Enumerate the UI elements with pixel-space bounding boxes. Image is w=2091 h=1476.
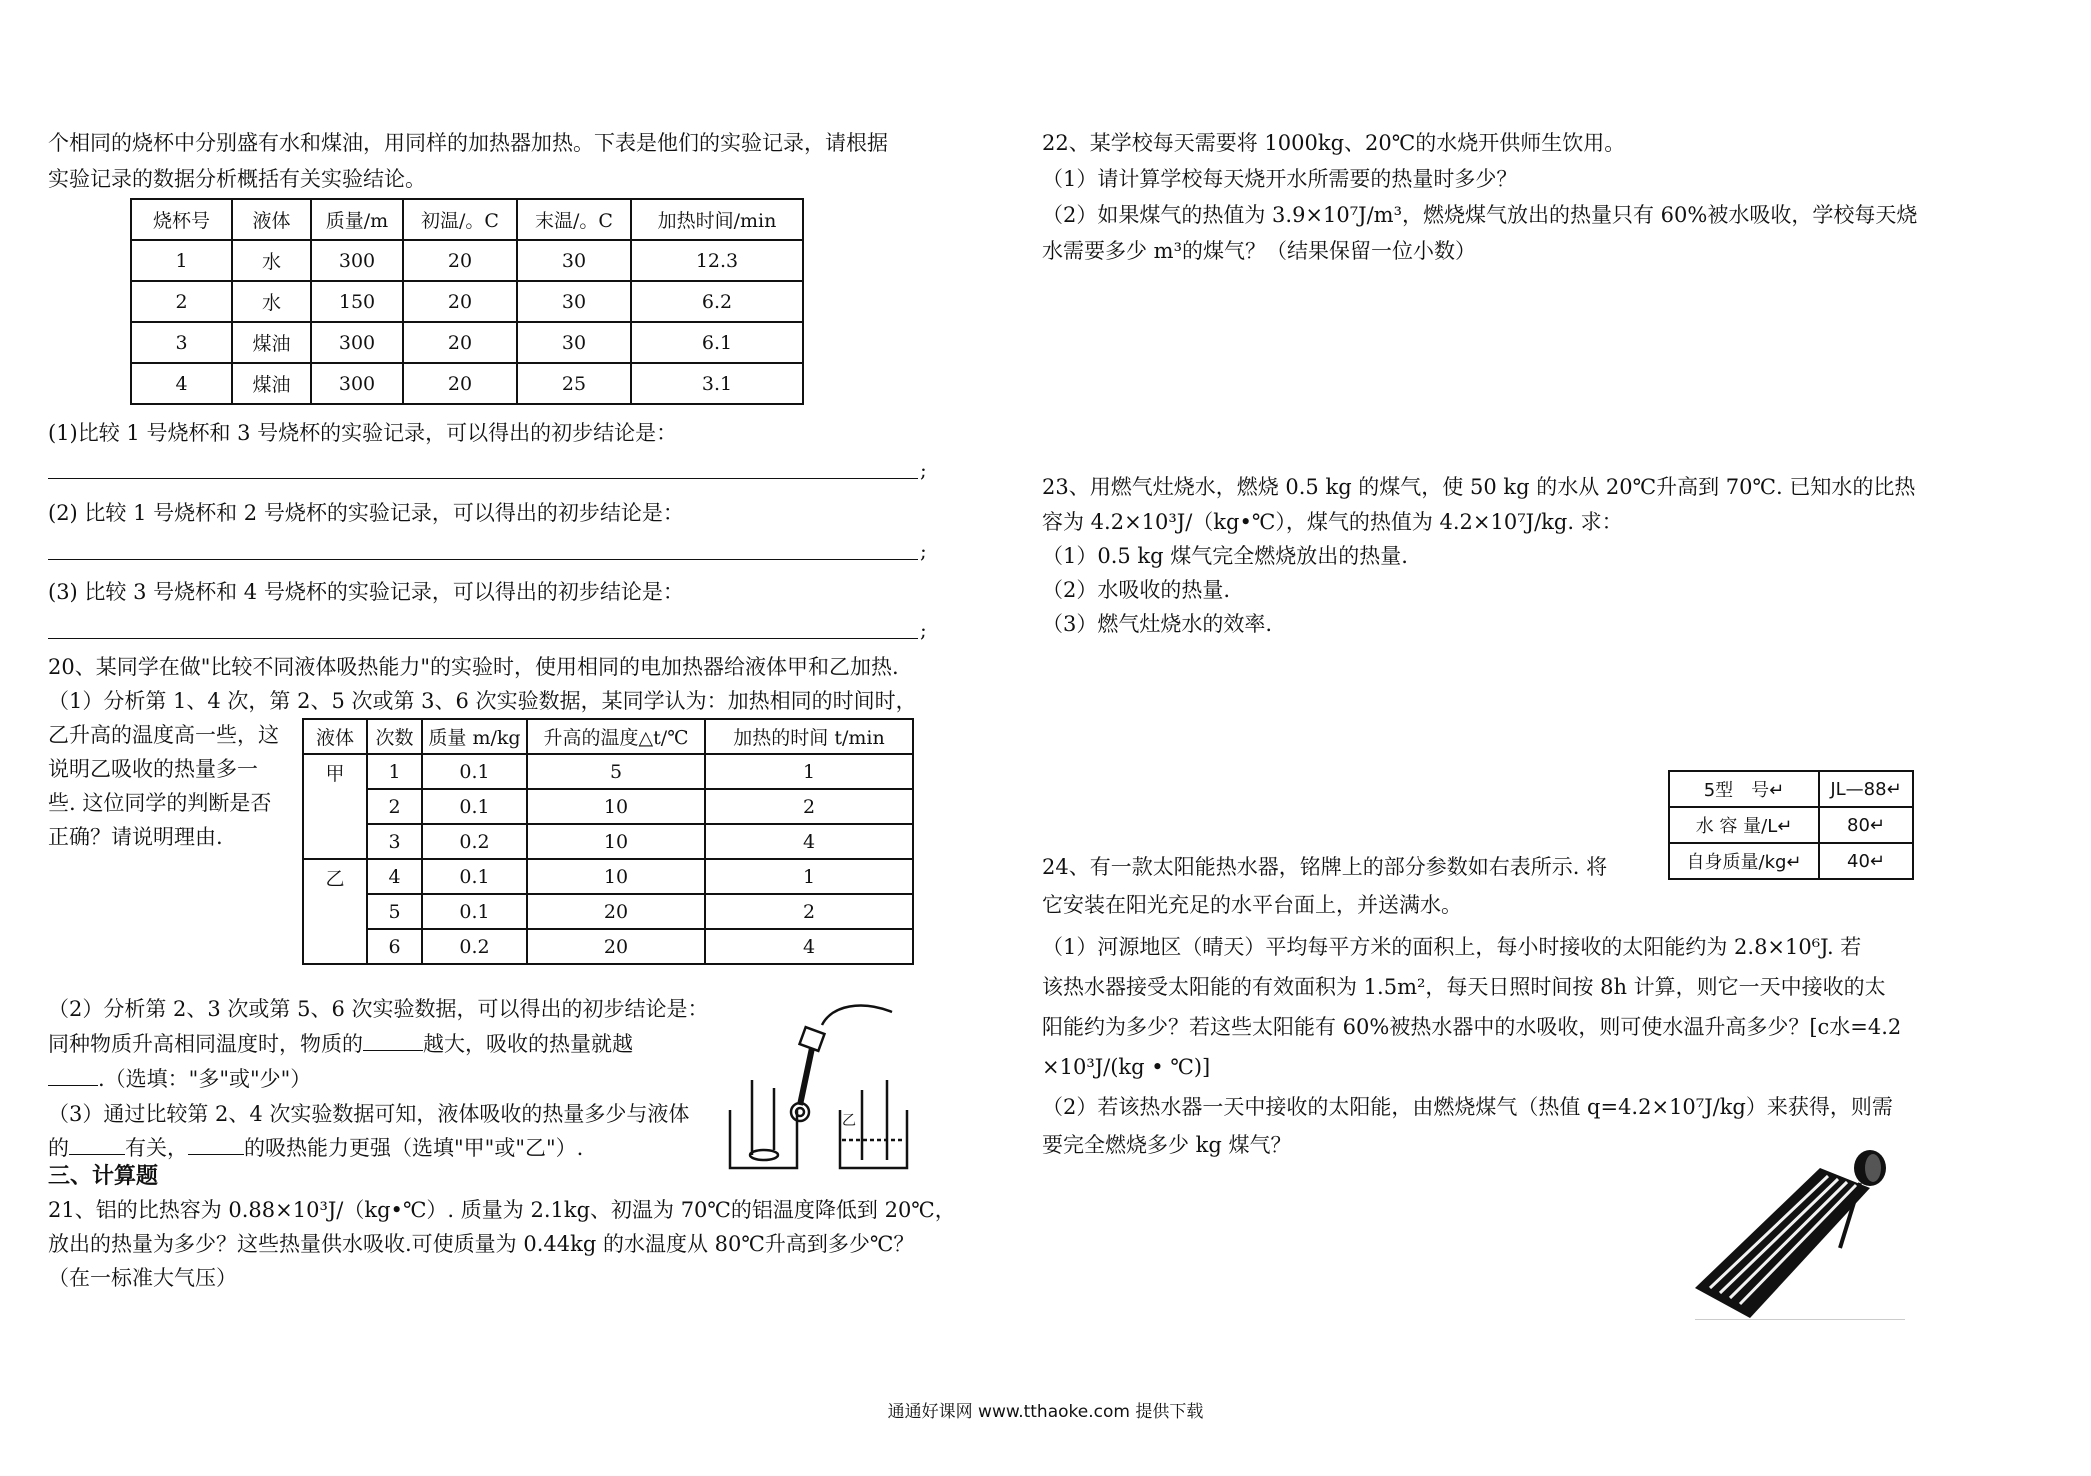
q24-sub1-line1: （1）河源地区（晴天）平均每平方米的面积上，每小时接收的太阳能约为 2.8×10⁶J. 若 — [1042, 935, 1862, 959]
table-row — [1669, 771, 1913, 807]
diagram-label: 乙 — [842, 1113, 856, 1129]
table-cell: 3 — [131, 322, 232, 363]
q20-line2: （1）分析第 1、4 次，第 2、5 次或第 3、6 次实验数据，某同学认为：加热相同的时间时， — [48, 689, 917, 713]
q19-sub1: (1)比较 1 号烧杯和 3 号烧杯的实验记录，可以得出的初步结论是： — [48, 421, 678, 445]
table-cell: 6 — [367, 929, 422, 964]
table-cell: 20 — [527, 894, 705, 929]
fill-blank[interactable] — [188, 1136, 244, 1155]
table-cell: 0.1 — [422, 894, 527, 929]
table-header-row — [131, 199, 803, 240]
table-row — [303, 754, 913, 789]
table-cell: 3.1 — [631, 363, 803, 404]
table-cell: 4 — [705, 929, 913, 964]
fill-blank[interactable] — [48, 1067, 98, 1086]
text: .（选填："多"或"少"） — [98, 1067, 312, 1091]
beakers-heater-diagram — [722, 1000, 922, 1175]
semicolon: ; — [920, 618, 927, 642]
q24-line1: 24、有一款太阳能热水器，铭牌上的部分参数如右表所示. 将 — [1042, 855, 1608, 879]
q23-line3: （1）0.5 kg 煤气完全燃烧放出的热量. — [1042, 544, 1408, 568]
table-cell: 150 — [311, 281, 403, 322]
table-cell: 2 — [367, 789, 422, 824]
table-row — [131, 240, 803, 281]
q19-sub3: (3) 比较 3 号烧杯和 4 号烧杯的实验记录，可以得出的初步结论是： — [48, 580, 684, 604]
q23-line1: 23、用燃气灶烧水，燃烧 0.5 kg 的煤气，使 50 kg 的水从 20℃升高到 70℃. 已知水的比热 — [1042, 475, 1916, 499]
table-cell: 30 — [517, 281, 631, 322]
table-header-cell: 液体 — [303, 719, 367, 754]
q24-sub1-line3: 阳能约为多少？若这些太阳能有 60%被热水器中的水吸收，则可使水温升高多少？[c水=4.2 — [1042, 1015, 1902, 1039]
q24-sub2-line1: （2）若该热水器一天中接收的太阳能，由燃烧煤气（热值 q=4.2×10⁷J/kg）来获得，则需 — [1042, 1095, 1893, 1119]
text: 有关， — [125, 1136, 188, 1160]
table-cell: 10 — [527, 824, 705, 859]
table-header-cell: 质量/m — [311, 199, 403, 240]
text: 的吸热能力更强（选填"甲"或"乙"）. — [244, 1136, 584, 1160]
table-cell-liquid: 乙 — [303, 859, 367, 964]
solar-panel — [1695, 1168, 1870, 1318]
q20-sub2-line1: （2）分析第 2、3 次或第 5、6 次实验数据，可以得出的初步结论是： — [48, 997, 709, 1021]
table-cell: 300 — [311, 240, 403, 281]
solar-water-heater-image — [1690, 1148, 1905, 1320]
table-cell: 0.2 — [422, 929, 527, 964]
q21-line3: （在一标准大气压） — [48, 1266, 237, 1290]
text: 同种物质升高相同温度时，物质的 — [48, 1032, 363, 1056]
table-cell: 4 — [131, 363, 232, 404]
table-cell: 25 — [517, 363, 631, 404]
table-cell: 0.1 — [422, 754, 527, 789]
q19-data-table — [130, 198, 804, 405]
table-row — [131, 322, 803, 363]
table-cell: 1 — [705, 754, 913, 789]
q22-line1: 22、某学校每天需要将 1000kg、20℃的水烧开供师生饮用。 — [1042, 131, 1626, 155]
nameplate-table — [1668, 770, 1914, 880]
q19-intro-line2: 实验记录的数据分析概括有关实验结论。 — [48, 167, 426, 191]
heater-cable — [822, 1006, 892, 1025]
table-cell: 6.1 — [631, 322, 803, 363]
table-cell: 5 — [527, 754, 705, 789]
q22-line2: （1）请计算学校每天烧开水所需要的热量时多少？ — [1042, 167, 1518, 191]
table-header-cell: 初温/。C — [403, 199, 517, 240]
table-header-cell: 液体 — [232, 199, 311, 240]
table-cell: 1 — [705, 859, 913, 894]
table-row — [303, 824, 913, 859]
q23-line4: （2）水吸收的热量. — [1042, 578, 1231, 602]
answer-line[interactable] — [48, 478, 918, 479]
table-cell: 1 — [367, 754, 422, 789]
table-row — [303, 929, 913, 964]
table-cell: 20 — [403, 322, 517, 363]
q20-sub2-line3 — [48, 1062, 311, 1096]
q22-line3: （2）如果煤气的热值为 3.9×10⁷J/m³，燃烧煤气放出的热量只有 60%被水吸收，学校每天烧 — [1042, 203, 1918, 227]
table-header-cell: 次数 — [367, 719, 422, 754]
text: 的 — [48, 1136, 69, 1160]
table-header-cell: 质量 m/kg — [422, 719, 527, 754]
table-cell: 40↵ — [1819, 843, 1913, 879]
table-cell: 10 — [527, 789, 705, 824]
q19-sub2: (2) 比较 1 号烧杯和 2 号烧杯的实验记录，可以得出的初步结论是： — [48, 501, 684, 525]
table-cell: 0.1 — [422, 789, 527, 824]
table-cell: JL—88↵ — [1819, 771, 1913, 807]
table-cell: 水 — [232, 281, 311, 322]
q20-side-line: 说明乙吸收的热量多一 — [48, 757, 258, 781]
q20-sub3-line1: （3）通过比较第 2、4 次实验数据可知，液体吸收的热量多少与液体 — [48, 1102, 690, 1126]
semicolon: ; — [920, 539, 927, 563]
q24-sub1-line4: ×10³J/(kg • ℃)] — [1042, 1055, 1211, 1079]
table-cell: 0.2 — [422, 824, 527, 859]
fill-blank[interactable] — [69, 1136, 125, 1155]
table-row — [1669, 807, 1913, 843]
q21-line1: 21、铝的比热容为 0.88×10³J/（kg•℃）. 质量为 2.1kg、初温为 70℃的铝温度降低到 20℃， — [48, 1198, 956, 1222]
q23-line2: 容为 4.2×10³J/（kg•℃），煤气的热值为 4.2×10⁷J/kg. 求： — [1042, 510, 1623, 534]
table-header-row — [303, 719, 913, 754]
table-cell: 12.3 — [631, 240, 803, 281]
table-cell: 20 — [527, 929, 705, 964]
q20-side-line: 乙升高的温度高一些，这 — [48, 723, 279, 747]
answer-line[interactable] — [48, 559, 918, 560]
q20-sub2-line2 — [48, 1027, 633, 1061]
table-header-cell: 加热的时间 t/min — [705, 719, 913, 754]
table-cell: 自身质量/kg↵ — [1669, 843, 1819, 879]
table-cell: 5型 号↵ — [1669, 771, 1819, 807]
page-footer: 通通好课网 www.tthaoke.com 提供下载 — [887, 1402, 1204, 1422]
text: 越大，吸收的热量就越 — [423, 1032, 633, 1056]
table-cell: 30 — [517, 240, 631, 281]
q24-line2: 它安装在阳光充足的水平台面上，并送满水。 — [1042, 893, 1462, 917]
table-cell: 4 — [367, 859, 422, 894]
table-cell: 5 — [367, 894, 422, 929]
table-cell: 1 — [131, 240, 232, 281]
q24-sub1-line2: 该热水器接受太阳能的有效面积为 1.5m²，每天日照时间按 8h 计算，则它一天中接收的太 — [1042, 975, 1886, 999]
q20-side-line: 些. 这位同学的判断是否 — [48, 791, 272, 815]
table-cell: 2 — [131, 281, 232, 322]
table-cell: 0.1 — [422, 859, 527, 894]
heater-handle — [800, 1027, 825, 1051]
table-cell: 水 容 量/L↵ — [1669, 807, 1819, 843]
table-cell: 2 — [705, 789, 913, 824]
q20-side-line: 正确？请说明理由. — [48, 825, 223, 849]
table-cell: 煤油 — [232, 322, 311, 363]
heater-coil — [791, 1103, 809, 1121]
table-row — [303, 859, 913, 894]
table-cell: 20 — [403, 240, 517, 281]
q23-line5: （3）燃气灶烧水的效率. — [1042, 612, 1273, 636]
table-cell: 6.2 — [631, 281, 803, 322]
table-cell: 煤油 — [232, 363, 311, 404]
table-cell-liquid: 甲 — [303, 754, 367, 859]
section-title: 三、计算题 — [48, 1164, 159, 1189]
q20-data-table — [302, 718, 914, 965]
q19-intro-line1: 个相同的烧杯中分别盛有水和煤油，用同样的加热器加热。下表是他们的实验记录，请根据 — [48, 131, 888, 155]
q20-line1: 20、某同学在做"比较不同液体吸热能力"的实验时，使用相同的电加热器给液体甲和乙加热. — [48, 655, 899, 679]
table-row — [1669, 843, 1913, 879]
table-cell: 20 — [403, 363, 517, 404]
semicolon: ; — [920, 458, 927, 482]
table-header-cell: 加热时间/min — [631, 199, 803, 240]
table-cell: 30 — [517, 322, 631, 363]
table-cell: 10 — [527, 859, 705, 894]
table-header-cell: 升高的温度△t/℃ — [527, 719, 705, 754]
table-header-cell: 末温/。C — [517, 199, 631, 240]
table-cell: 20 — [403, 281, 517, 322]
table-cell: 2 — [705, 894, 913, 929]
table-row — [131, 363, 803, 404]
q24-sub2-line2: 要完全燃烧多少 kg 煤气？ — [1042, 1133, 1292, 1157]
table-cell: 水 — [232, 240, 311, 281]
table-cell: 4 — [705, 824, 913, 859]
table-cell: 300 — [311, 322, 403, 363]
table-row — [303, 789, 913, 824]
q22-line4: 水需要多少 m³的煤气？（结果保留一位小数） — [1042, 239, 1477, 263]
table-row — [131, 281, 803, 322]
answer-line[interactable] — [48, 638, 918, 639]
q21-line2: 放出的热量为多少？这些热量供水吸收.可使质量为 0.44kg 的水温度从 80℃升高到多少℃？ — [48, 1232, 915, 1256]
table-header-cell: 烧杯号 — [131, 199, 232, 240]
fill-blank[interactable] — [363, 1032, 423, 1051]
table-cell: 80↵ — [1819, 807, 1913, 843]
table-row — [303, 894, 913, 929]
table-cell: 300 — [311, 363, 403, 404]
table-cell: 3 — [367, 824, 422, 859]
